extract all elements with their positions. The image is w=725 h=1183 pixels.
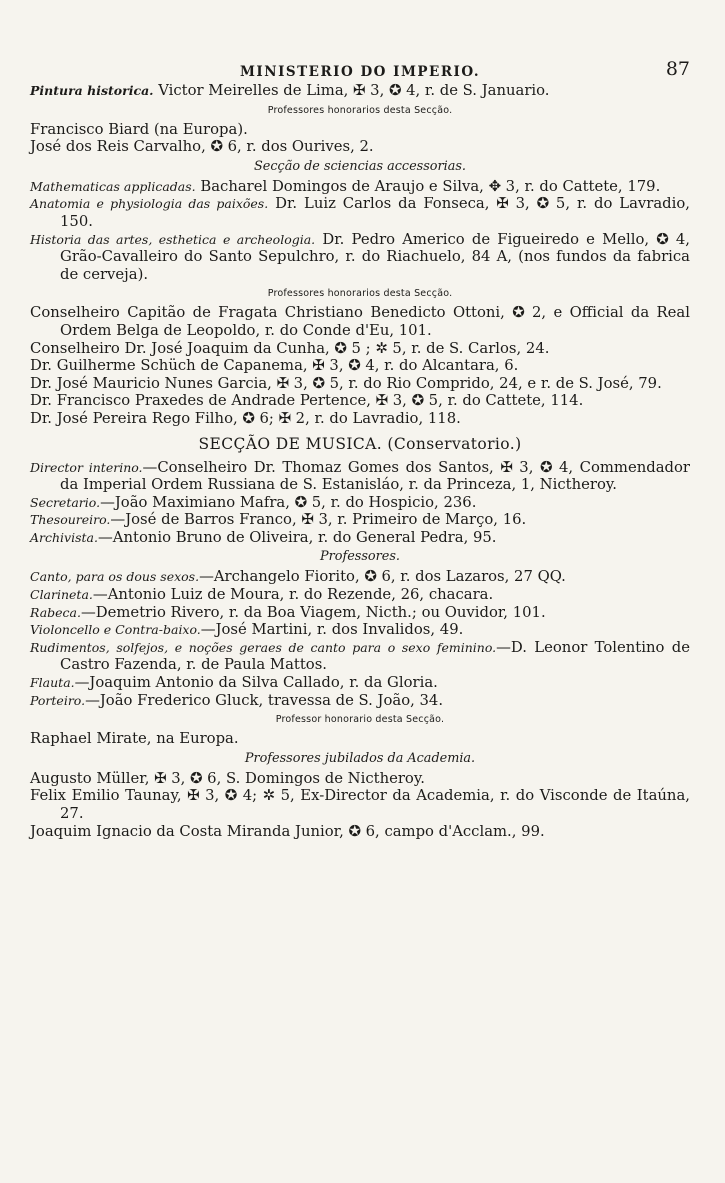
entry-paragraph <box>30 823 690 841</box>
entry-label: Clarineta. <box>30 587 93 603</box>
entry-label: Mathematicas applicadas. <box>30 178 196 194</box>
page-content <box>30 82 690 840</box>
section-heading: Professores. <box>320 549 400 565</box>
entry-paragraph <box>30 787 690 822</box>
section-heading: SECÇÃO DE MUSICA. (Conservatorio.) <box>198 434 522 453</box>
entry-paragraph <box>30 692 690 710</box>
entry-text: Dr. Francisco Praxedes de Andrade Pertence, ✠ 3, ✪ 5, r. do Cattete, 114. <box>30 392 584 410</box>
entry-text: Dr. Luiz Carlos da Fonseca, ✠ 3, ✪ 5, r. do Lavradio, 150. <box>60 195 690 230</box>
entry-paragraph <box>30 138 690 156</box>
entry-label: Director interino. <box>30 459 143 475</box>
entry-paragraph <box>30 121 690 139</box>
entry-paragraph <box>30 494 690 512</box>
entry-text: Dr. Guilherme Schüch de Capanema, ✠ 3, ✪ 4, r. do Alcantara, 6. <box>30 357 519 375</box>
entry-paragraph <box>30 621 690 639</box>
entry-text: Augusto Müller, ✠ 3, ✪ 6, S. Domingos de Nictheroy. <box>30 769 425 787</box>
entry-text: —João Frederico Gluck, travessa de S. João, 34. <box>85 691 444 709</box>
entry-paragraph <box>30 375 690 393</box>
entry-text: —João Maximiano Mafra, ✪ 5, r. do Hospicio, 236. <box>100 493 477 511</box>
entry-label: Archivista. <box>30 529 98 545</box>
entry-label: Porteiro. <box>30 692 86 708</box>
entry-paragraph <box>30 674 690 692</box>
page-number: 87 <box>665 58 690 80</box>
entry-text: Joaquim Ignacio da Costa Miranda Junior, ✪ 6, campo d'Acclam., 99. <box>30 822 545 840</box>
entry-paragraph <box>30 392 690 410</box>
entry-paragraph <box>30 604 690 622</box>
running-title: MINISTERIO DO IMPERIO. <box>239 64 481 80</box>
entry-paragraph <box>30 586 690 604</box>
entry-label: Rudimentos, solfejos, e noções geraes de canto para o sexo feminino. <box>30 639 497 655</box>
entry-label: Violoncello e Contra-baixo. <box>30 622 201 638</box>
entry-label: Canto, para os dous sexos. <box>30 569 200 585</box>
entry-paragraph <box>30 304 690 339</box>
entry-text: —Antonio Bruno de Oliveira, r. do General Pedra, 95. <box>97 528 497 546</box>
entry-label: Secretario. <box>30 494 101 510</box>
subheading: Professor honorario desta Secção. <box>275 714 445 726</box>
entry-text: Conselheiro Dr. José Joaquim da Cunha, ✪ 5 ; ✲ 5, r. de S. Carlos, 24. <box>30 339 550 357</box>
entry-text: —José Martini, r. dos Invalidos, 49. <box>200 621 464 639</box>
entry-text: Victor Meirelles de Lima, ✠ 3, ✪ 4, r. de S. Januario. <box>153 82 550 99</box>
entry-paragraph <box>30 82 690 100</box>
entry-text: —Antonio Luiz de Moura, r. do Rezende, 26, chacara. <box>92 586 494 604</box>
entry-paragraph <box>30 529 690 547</box>
entry-text: Francisco Biard (na Europa). <box>30 120 248 138</box>
entry-paragraph <box>30 639 690 674</box>
section-heading: Professores jubilados da Academia. <box>244 750 476 766</box>
entry-label: Pintura historica. <box>30 83 154 98</box>
entry-text: Dr. Pedro Americo de Figueiredo e Mello, ✪ 4, Grão-Cavalleiro do Santo Sepulchro, r. do Riachuelo, 84 A, (nos fundos da fabrica de cerveja). <box>60 230 690 283</box>
entry-text: Bacharel Domingos de Araujo e Silva, ✥ 3, r. do Cattete, 179. <box>195 177 661 195</box>
entry-text: José dos Reis Carvalho, ✪ 6, r. dos Ourives, 2. <box>30 138 374 156</box>
entry-text: Raphael Mirate, na Europa. <box>30 730 239 748</box>
entry-label: Thesoureiro. <box>30 512 111 528</box>
entry-label: Flauta. <box>30 675 75 691</box>
entry-text: —Joaquim Antonio da Silva Callado, r. da Gloria. <box>74 674 438 692</box>
entry-text: Dr. José Pereira Rego Filho, ✪ 6; ✠ 2, r. do Lavradio, 118. <box>30 409 461 427</box>
entry-text: —Demetrio Rivero, r. da Boa Viagem, Nicth.; ou Ouvidor, 101. <box>80 603 546 621</box>
subheading: Professores honorarios desta Secção. <box>267 288 453 300</box>
entry-text: —José de Barros Franco, ✠ 3, r. Primeiro de Março, 16. <box>110 511 527 529</box>
entry-paragraph <box>30 511 690 529</box>
entry-paragraph <box>30 730 690 748</box>
entry-text: —Archangelo Fiorito, ✪ 6, r. dos Lazaros, 27 QQ. <box>199 568 566 586</box>
page-header <box>30 56 690 82</box>
section-heading: Secção de sciencias accessorias. <box>254 158 466 174</box>
entry-label: Historia das artes, esthetica e archeologia. <box>30 231 316 247</box>
entry-paragraph <box>30 568 690 586</box>
entry-label: Anatomia e physiologia das paixões. <box>30 196 269 212</box>
entry-label: Rabeca. <box>30 604 81 620</box>
entry-paragraph <box>30 357 690 375</box>
subheading: Professores honorarios desta Secção. <box>267 104 453 116</box>
entry-text: Conselheiro Capitão de Fragata Christiano Benedicto Ottoni, ✪ 2, e Official da Real Ordem Belga de Leopoldo, r. do Conde d'Eu, 101. <box>30 304 690 339</box>
entry-paragraph <box>30 195 690 230</box>
document-page <box>30 56 690 840</box>
entry-paragraph <box>30 770 690 788</box>
entry-text: —D. Leonor Tolentino de Castro Fazenda, r. de Paula Mattos. <box>60 638 690 674</box>
entry-paragraph <box>30 459 690 494</box>
entry-text: Felix Emilio Taunay, ✠ 3, ✪ 4; ✲ 5, Ex-Director da Academia, r. do Visconde de Itaúna, 27. <box>30 787 690 822</box>
entry-paragraph <box>30 340 690 358</box>
entry-text: Dr. José Mauricio Nunes Garcia, ✠ 3, ✪ 5, r. do Rio Comprido, 24, e r. de S. José, 79. <box>30 374 662 392</box>
entry-paragraph <box>30 231 690 284</box>
entry-paragraph <box>30 410 690 428</box>
entry-text: —Conselheiro Dr. Thomaz Gomes dos Santos, ✠ 3, ✪ 4, Commendador da Imperial Ordem Russiana de S. Estanisláo, r. da Princeza, 1, Nictheroy. <box>60 458 690 494</box>
entry-paragraph <box>30 178 690 196</box>
